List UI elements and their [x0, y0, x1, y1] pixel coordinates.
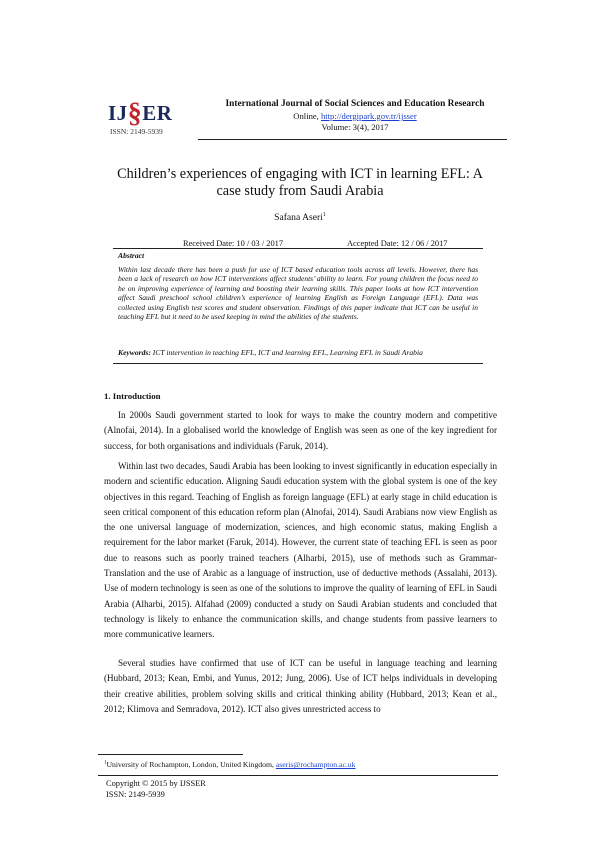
paper-title: Children’s experiences of engaging with ICT in learning EFL: A case study from Saudi Arabia: [117, 166, 483, 199]
logo-part-ij: IJ: [108, 101, 128, 125]
abstract-text: Within last decade there has been a push for use of ICT based education tools across all levels. However, there has been a lack of research on how ICT interventions affect students’ ability to learn. For young children the focus need to be on improving experience of learning and boosting their learning skills. This paper looks at how ICT intervention affect Saudi preschool school children’s experience of learning English as Foreign Language (EFL). Data was collected using English test scores and student observation. Findings of this paper indicate that ICT can be useful in teaching EFL but it need to be used keeping in mind the abilities of the students.: [118, 265, 478, 322]
abstract-heading: Abstract: [118, 251, 145, 260]
footer-divider: [98, 775, 498, 776]
journal-online-line: [200, 111, 510, 121]
online-prefix: Online,: [293, 111, 321, 121]
author-line: [110, 212, 490, 223]
journal-url-link[interactable]: http://dergipark.gov.tr/ijsser: [320, 111, 417, 121]
logo-issn: ISSN: 2149-5939: [110, 127, 163, 136]
logo-section-mark: §: [127, 98, 143, 129]
logo-part-er: ER: [142, 101, 173, 125]
header-divider: [198, 139, 507, 140]
keywords-text: ICT intervention in teaching EFL, ICT and learning EFL, Learning EFL in Saudi Arabia: [150, 348, 423, 357]
paragraph-3: Several studies have confirmed that use of ICT can be useful in language teaching and learning (Hubbard, 2013; Kean, Embi, and Yunus, 2012; Jung, 2006). Use of ICT helps individuals in developing their creative abilities, problem solving skills and critical thinking ability (Hubbard, 2013; Kean et al., 2012; Klimova and Semradova, 2012). ICT also gives unrestricted access to: [104, 658, 497, 714]
section-heading-introduction: 1. Introduction: [104, 391, 161, 401]
footnote-affiliation: University of Rochampton, London, United Kingdom,: [106, 760, 276, 769]
footnote: [104, 760, 356, 769]
author-footnote-mark: 1: [322, 212, 326, 218]
author-email-link[interactable]: aseris@rochampton.ac.uk: [275, 760, 356, 769]
accepted-date: Accepted Date: 12 / 06 / 2017: [347, 239, 448, 248]
author-name: Safana Aseri: [274, 212, 323, 224]
journal-logo: [108, 96, 180, 129]
journal-title: International Journal of Social Sciences and Education Research: [225, 99, 485, 109]
paragraph-2: Within last two decades, Saudi Arabia has been looking to invest significantly in education especially in modern and scientific education. Aligning Saudi education system with the global system is one of the key objectives in this regard. Teaching of English as foreign language (EFL) at early stage in child education is seen critical component of this education reform plan (Alnofai, 2014). Saudi Arabians now view English as the one universal language of modernization, sciences, and high economic status, making English a requirement for the labor market (Faruk, 2014). However, the current state of teaching EFL is seen as poor due to reasons such as poorly trained teachers (Alharbi, 2015), use of methods such as Grammar-Translation and the use of Arabic as a language of instruction, use of deductive methods (Assalahi, 2013). Use of modern technology is seen as one of the solutions to improve the quality of learning of EFL in Saudi Arabia (Alharbi, 2015). Alfahad (2009) conducted a study on Saudi Arabian students and concluded that technology is likely to enhance the communication skills, and change students from passive learners to more communicative learners.: [104, 461, 497, 640]
received-date: Received Date: 10 / 03 / 2017: [183, 239, 284, 248]
journal-volume: Volume: 3(4), 2017: [321, 122, 389, 132]
footnote-divider: [98, 754, 243, 755]
paragraph-1: In 2000s Saudi government started to look for ways to make the country modern and competitive (Alnofai, 2014). In a globalised world the knowledge of English was seen as one of the key ingredient for success, for both organisations and individuals (Faruk, 2014).: [104, 410, 497, 451]
footnote-mark: 1: [104, 760, 107, 766]
keywords-line: [118, 348, 478, 357]
copyright: Copyright © 2015 by IJSSER: [106, 779, 206, 788]
keywords-label: Keywords:: [118, 348, 151, 357]
footer-issn: ISSN: 2149-5939: [106, 790, 165, 799]
